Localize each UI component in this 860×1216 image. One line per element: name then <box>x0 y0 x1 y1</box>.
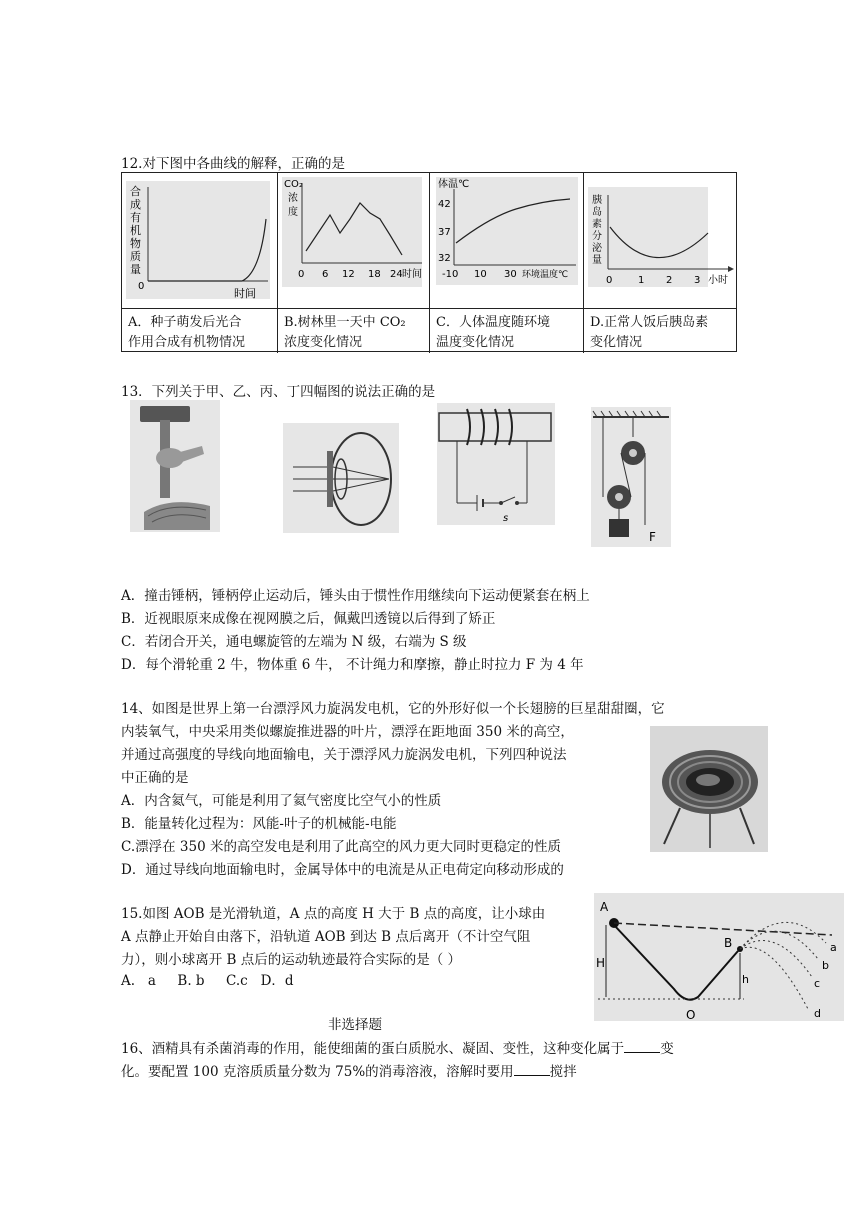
q14-option-b: B．能量转化过程为：风能-叶子的机械能-电能 <box>121 816 397 832</box>
q13-option-c: C．若闭合开关，通电螺旋管的左端为 N 级，右端为 S 级 <box>121 634 467 650</box>
fig-c-ytick-37: 37 <box>438 227 451 238</box>
caption-c-line2: 温度变化情况 <box>436 335 515 350</box>
fig-c-ytick-32: 32 <box>438 253 451 264</box>
caption-c-line1: C．人体温度随环境 <box>436 315 550 330</box>
q16-line-2 <box>121 1060 577 1080</box>
caption-b-line1: B.树林里一天中 CO₂ <box>284 315 406 330</box>
fig-a-origin: 0 <box>138 281 145 292</box>
switch-label: s <box>503 513 509 524</box>
caption-d-line2: 变化情况 <box>590 335 643 350</box>
path-d-label: d <box>814 1007 821 1020</box>
fig-c-graph <box>430 173 584 308</box>
q15-line-1: 15.如图 AOB 是光滑轨道，A 点的高度 H 大于 B 点的高度，让小球由 <box>121 906 546 922</box>
fig-b-xlabel: 时间 <box>402 269 422 280</box>
q13-stem: 13．下列关于甲、乙、丙、丁四幅图的说法正确的是 <box>121 384 436 400</box>
q14-line-2: 内装氧气，中央采用类似螺旋推进器的叶片，漂浮在距地面 350 米的高空， <box>121 724 574 740</box>
point-b-label: B <box>724 936 733 950</box>
fig-d-tick-3: 3 <box>694 275 701 286</box>
fig-d-ylabel: 胰岛素分泌量 <box>592 195 602 266</box>
fig-c-xlabel: 环境温度℃ <box>522 270 569 280</box>
q14-line-1: 14、如图是世界上第一台漂浮风力旋涡发电机，它的外形好似一个长翅膀的巨星甜甜圈，它 <box>121 701 665 717</box>
fig-d-tick-0: 0 <box>606 275 613 286</box>
q14-option-a: A．内含氦气，可能是利用了氦气密度比空气小的性质 <box>121 793 442 809</box>
q16-blank-2[interactable] <box>514 1063 550 1076</box>
fig-b-tick-6: 6 <box>322 269 329 280</box>
caption-b-line2: 浓度变化情况 <box>284 335 363 350</box>
fig-a-ylabel: 合成有机物质量 <box>130 185 141 276</box>
fig-d-xlabel: 小时 <box>708 275 728 286</box>
fig-d-graph <box>584 173 738 308</box>
fig-b-cell <box>278 173 430 308</box>
q15-options: A. a B. b C.c D．d <box>121 973 294 989</box>
q16-line-1-text: 16、酒精具有杀菌消毒的作用，能使细菌的蛋白质脱水、凝固、变性，这种变化属于 <box>121 1041 625 1057</box>
q16-blank-1[interactable] <box>624 1040 660 1053</box>
fig-d-tick-2: 2 <box>666 275 673 286</box>
fig-c-cell <box>430 173 584 308</box>
pulley-figure <box>591 407 671 547</box>
q12-stem: 12.对下图中各曲线的解释，正确的是 <box>121 156 345 172</box>
fig-b-tick-12: 12 <box>342 269 355 280</box>
q15-line-3: 力），则小球离开 B 点后的运动轨迹最符合实际的是（ ） <box>121 952 462 968</box>
force-label: F <box>649 530 656 544</box>
solenoid-circuit-figure <box>437 403 555 525</box>
q14-option-d: D．通过导线向地面输电时，金属导体中的电流是从正电荷定向移动形成的 <box>121 862 564 878</box>
fig-b-tick-0: 0 <box>298 269 305 280</box>
fig-c-xtick-m10: -10 <box>442 269 459 280</box>
point-o-label: O <box>686 1008 696 1021</box>
fig-b-ylabel: CO₂ 浓度 <box>284 179 303 218</box>
q16-line-2-text: 化。要配置 100 克溶质质量分数为 75%的消毒溶液，溶解时要用 <box>121 1064 514 1080</box>
caption-a-line1: A．种子萌发后光合 <box>128 315 242 330</box>
caption-a-line2: 作用合成有机物情况 <box>128 335 246 350</box>
fig-a-cell <box>122 173 278 308</box>
fig-d-cell <box>584 173 738 308</box>
q14-line-3: 并通过高强度的导线向地面输电，关于漂浮风力旋涡发电机，下列四种说法 <box>121 747 567 763</box>
q16-line-1 <box>121 1037 674 1057</box>
caption-d-line1: D.正常人饭后胰岛素 <box>590 315 709 330</box>
q13-option-a: A．撞击锤柄，锤柄停止运动后，锤头由于惯性作用继续向下运动便紧套在柄上 <box>121 588 590 604</box>
caption-c <box>430 309 584 353</box>
q14-option-c: C.漂浮在 350 米的高空发电是利用了此高空的风力更大同时更稳定的性质 <box>121 839 561 855</box>
fig-b-tick-18: 18 <box>368 269 381 280</box>
height-h-lower-label: h <box>742 973 749 986</box>
fig-c-ytick-42: 42 <box>438 199 451 210</box>
height-h-upper-label: H <box>596 956 606 970</box>
q13-option-b: B．近视眼原来成像在视网膜之后，佩戴凹透镜以后得到了矫正 <box>121 611 496 627</box>
caption-a <box>122 309 278 353</box>
hammer-figure <box>130 400 220 532</box>
path-a-label: a <box>830 941 837 954</box>
fig-c-ylabel: 体温℃ <box>438 179 470 190</box>
fig-a-xlabel: 时间 <box>234 287 256 300</box>
fig-a-graph <box>122 173 278 308</box>
fig-c-xtick-10: 10 <box>474 269 487 280</box>
section-title: 非选择题 <box>328 1017 382 1033</box>
fig-d-tick-1: 1 <box>638 275 645 286</box>
fig-c-xtick-30: 30 <box>504 269 517 280</box>
path-b-label: b <box>822 959 829 972</box>
path-c-label: c <box>814 977 821 990</box>
q16-line-2-end: 搅拌 <box>549 1064 577 1080</box>
q16-line-1-end: 变 <box>660 1041 674 1057</box>
eye-lens-figure <box>283 423 399 533</box>
q12-table <box>121 172 737 352</box>
caption-b <box>278 309 430 353</box>
wind-turbine-figure <box>650 726 768 852</box>
point-a-label: A <box>600 900 609 914</box>
q15-line-2: A 点静止开始自由落下，沿轨道 AOB 到达 B 点后离开（不计空气阻 <box>121 929 531 945</box>
fig-b-tick-24: 24 <box>390 269 403 280</box>
fig-b-graph <box>278 173 430 308</box>
q13-option-d: D．每个滑轮重 2 牛，物体重 6 牛， 不计绳力和摩擦，静止时拉力 F 为 4 年 <box>121 657 584 673</box>
track-figure <box>594 893 844 1021</box>
caption-d <box>584 309 738 353</box>
q14-line-4: 中正确的是 <box>121 770 189 786</box>
